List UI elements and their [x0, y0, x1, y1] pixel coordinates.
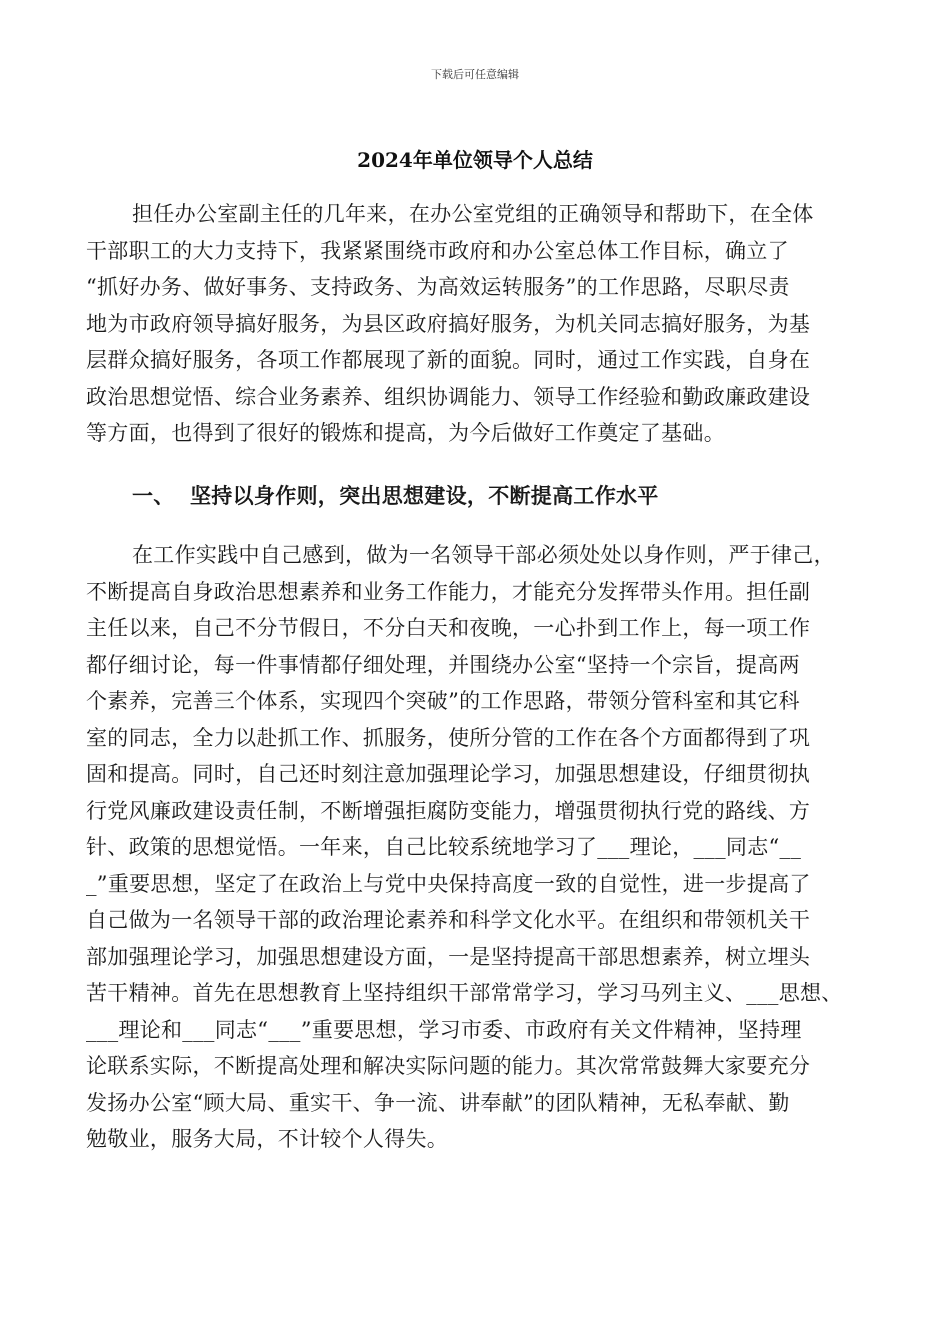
header-note: 下载后可任意编辑 [431, 68, 519, 81]
text-line: 都仔细讨论，每一件事情都仔细处理，并围绕办公室“坚持一个宗旨，提高两 [86, 652, 800, 677]
text-line: 干部职工的大力支持下，我紧紧围绕市政府和办公室总体工作目标，确立了 [86, 238, 789, 263]
text-line: _”重要思想，坚定了在政治上与党中央保持高度一致的自觉性，进一步提高了 [86, 871, 811, 896]
text-line: 个素养，完善三个体系，实现四个突破”的工作思路，带领分管科室和其它科 [86, 689, 800, 713]
text-line: 勉敬业，服务大局，不计较个人得失。 [86, 1127, 449, 1151]
text-line: 主任以来，自己不分节假日，不分白天和夜晚，一心扑到工作上，每一项工作 [86, 616, 811, 640]
section-heading [132, 480, 892, 510]
text-line: 担任办公室副主任的几年来，在办公室党组的正确领导和帮助下，在全体 [132, 202, 814, 226]
document-title: 2024年单位领导个人总结 [357, 148, 593, 172]
text-line: 等方面，也得到了很好的锻炼和提高，为今后做好工作奠定了基础。 [86, 421, 725, 445]
text-line: 发扬办公室“顾大局、重实干、争一流、讲奉献”的团队精神，无私奉献、勤 [86, 1090, 790, 1115]
text-line: 行党风廉政建设责任制，不断增强拒腐防变能力，增强贯彻执行党的路线、方 [86, 798, 811, 823]
text-line: 部加强理论学习，加强思想建设方面，一是坚持提高干部思想素养，树立埋头 [86, 944, 811, 969]
intro-paragraph [86, 196, 876, 452]
section-heading-text: 坚持以身作则，突出思想建设，不断提高工作水平 [190, 483, 659, 508]
body-paragraph [86, 537, 876, 1158]
text-line: 不断提高自身政治思想素养和业务工作能力，才能充分发挥带头作用。担任副 [86, 579, 811, 604]
text-line: 固和提高。同时，自己还时刻注意加强理论学习，加强思想建设，仔细贯彻执 [86, 762, 811, 786]
text-line: 论联系实际，不断提高处理和解决实际问题的能力。其次常常鼓舞大家要充分 [86, 1054, 811, 1078]
text-line: 室的同志，全力以赴抓工作、抓服务，使所分管的工作在各个方面都得到了巩 [86, 725, 811, 750]
text-line: 政治思想觉悟、综合业务素养、组织协调能力、领导工作经验和勤政廉政建设 [86, 384, 811, 409]
text-line: 自己做为一名领导干部的政治理论素养和科学文化水平。在组织和带领机关干 [86, 908, 811, 932]
text-line: “抓好办务、做好事务、支持政务、为高效运转服务”的工作思路，尽职尽责 [86, 275, 790, 299]
section-number: 一、 [132, 483, 175, 508]
text-line: ___理论和___同志“___”重要思想，学习市委、市政府有关文件精神，坚持理 [86, 1017, 802, 1042]
text-line: 在工作实践中自己感到，做为一名领导干部必须处处以身作则，严于律己， [132, 543, 835, 567]
text-line: 地为市政府领导搞好服务，为县区政府搞好服务，为机关同志搞好服务，为基 [86, 311, 811, 336]
text-line: 层群众搞好服务，各项工作都展现了新的面貌。同时，通过工作实践，自身在 [86, 348, 811, 372]
text-line: 苦干精神。首先在思想教育上坚持组织干部常常学习，学习马列主义、___思想、 [86, 981, 843, 1005]
text-line: 针、政策的思想觉悟。一年来，自己比较系统地学习了___理论，___同志“__ [86, 835, 802, 859]
